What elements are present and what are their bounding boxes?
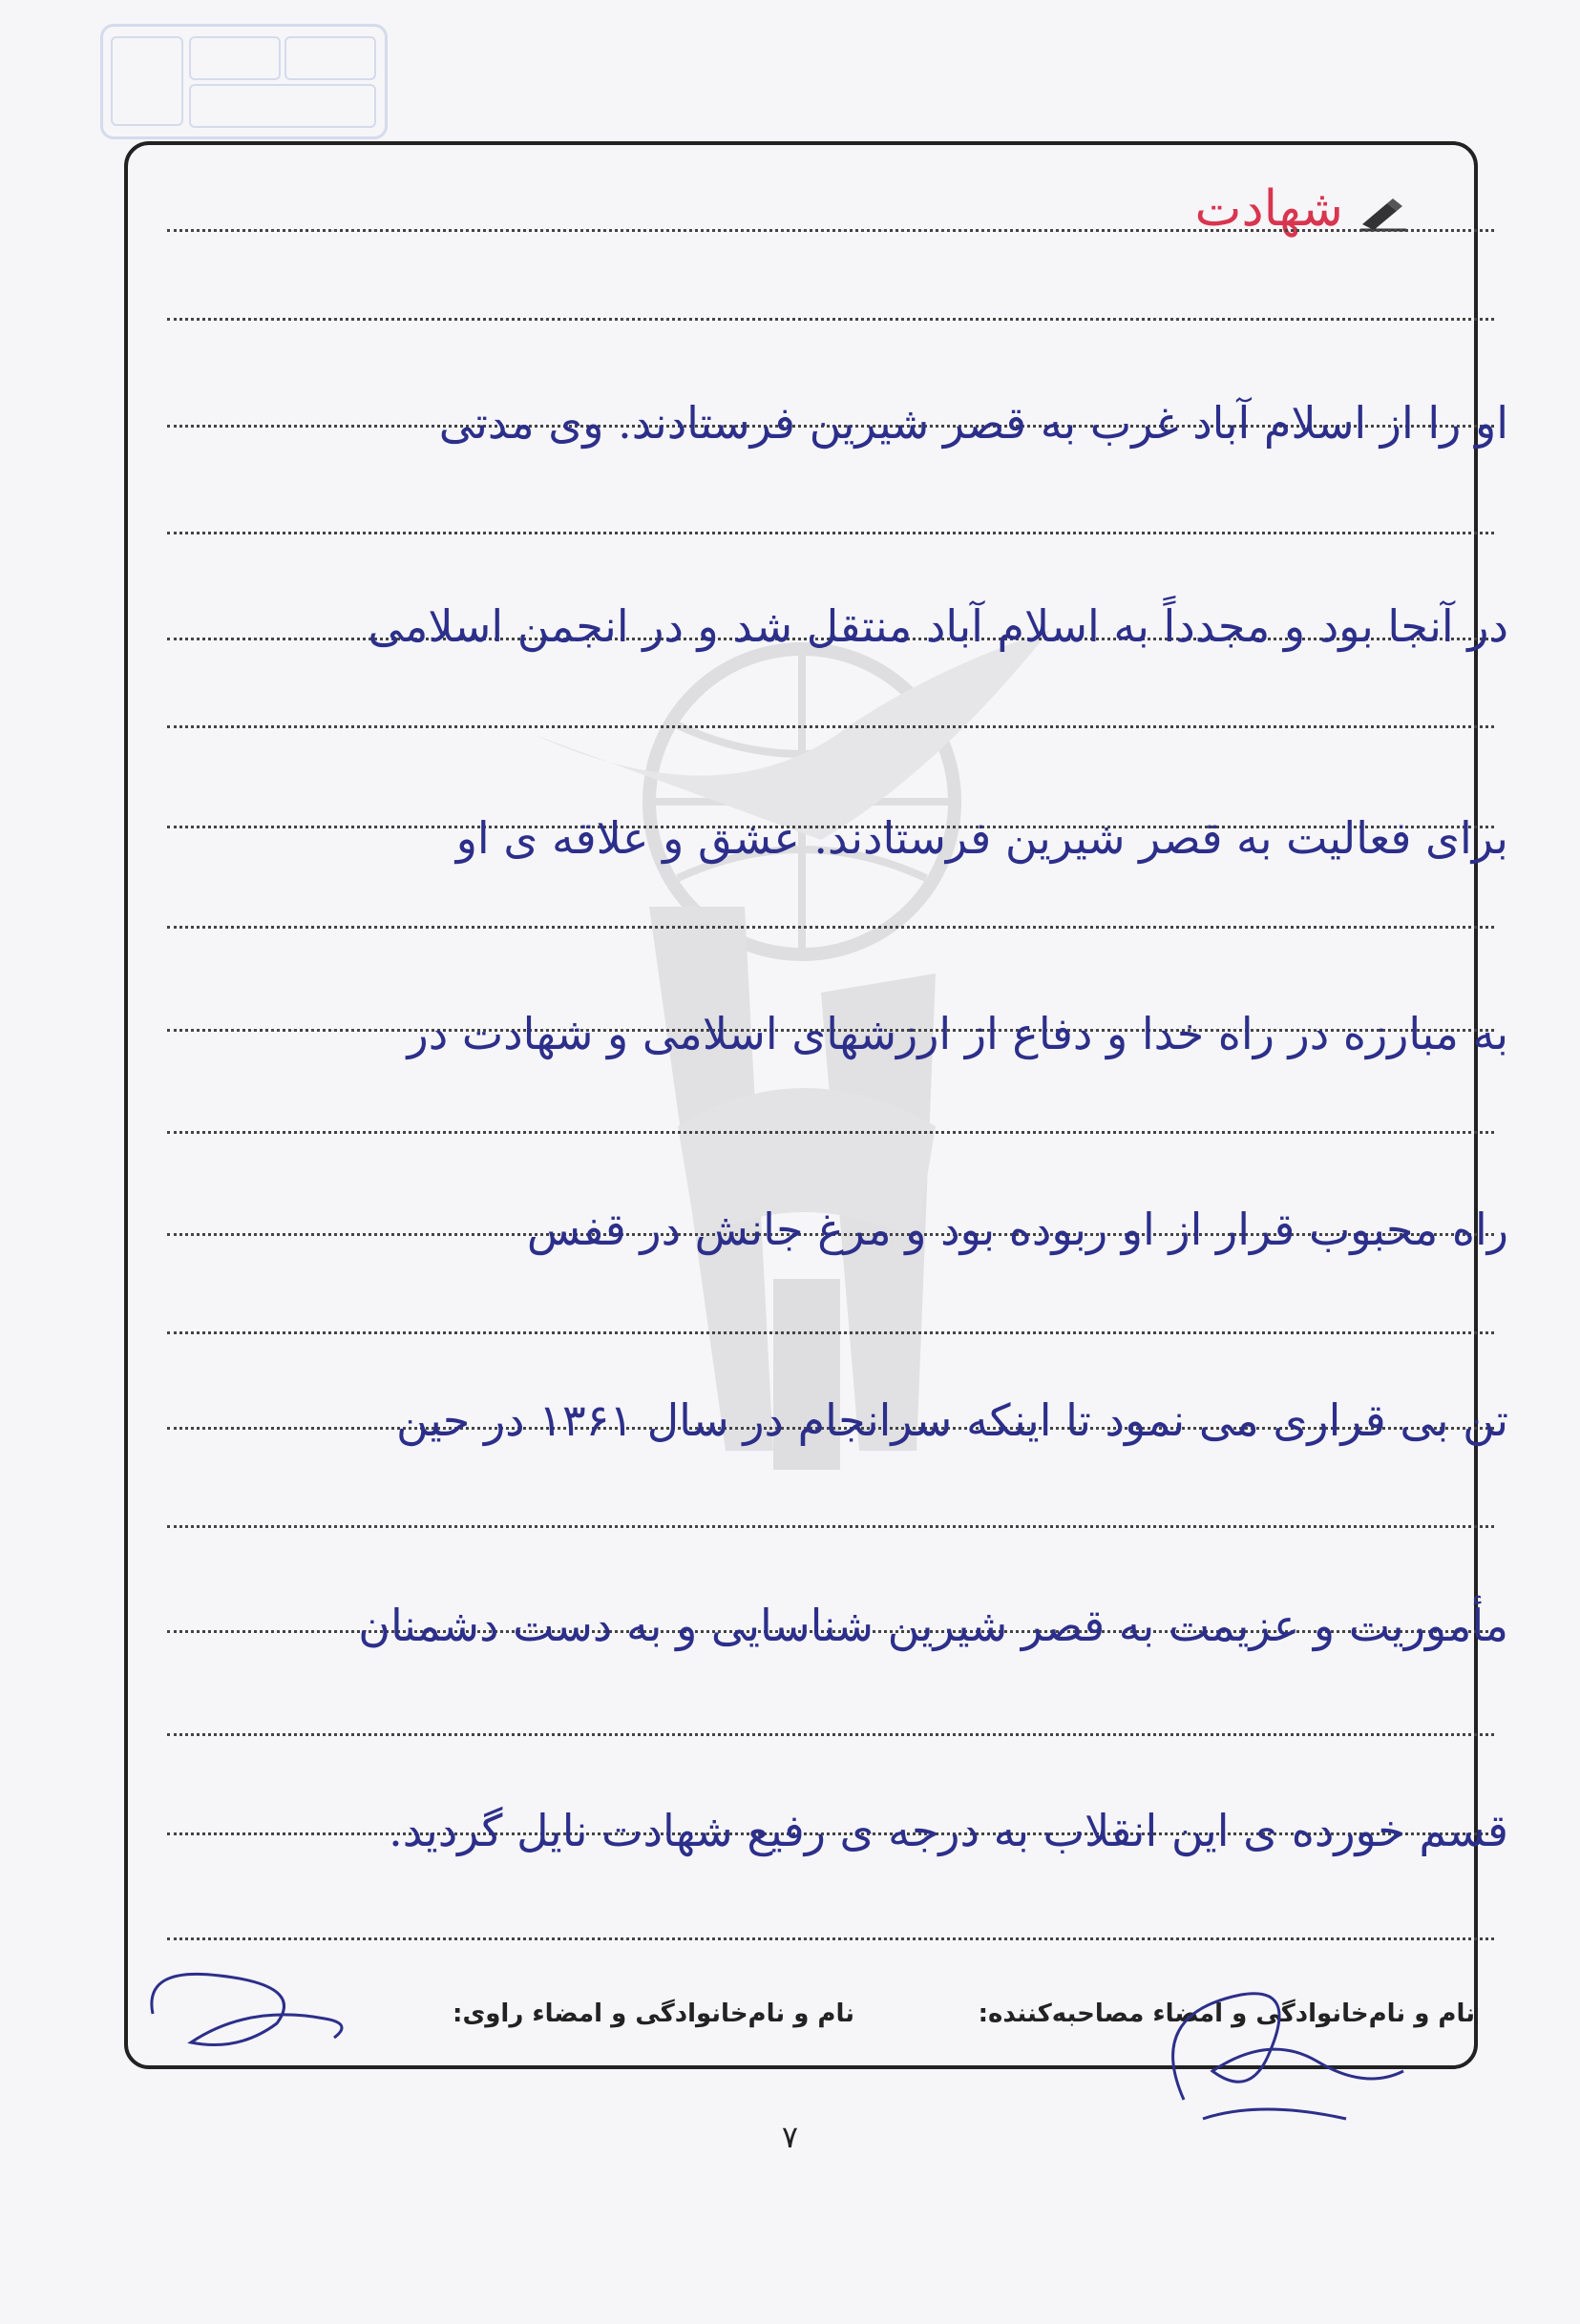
pen-writing-icon: [1359, 196, 1408, 234]
faded-stamp: [100, 24, 388, 139]
handwritten-line-2: در آنجا بود و مجدداً به اسلام آباد منتقل شد و در انجمن اسلامی: [368, 600, 1508, 652]
page-title: شهادت: [1194, 180, 1343, 238]
handwritten-line-6: تن بی قراری می نمود تا اینکه سرانجام در سال ۱۳۶۱ در حین: [395, 1394, 1508, 1446]
ruled-line: [167, 725, 1494, 728]
handwritten-line-7: مأموریت و عزیمت به قصر شیرین شناسایی و به دست دشمنان: [358, 1600, 1508, 1651]
ruled-line: [167, 1733, 1494, 1736]
narrator-signature-label: نام و نام‌خانوادگی و امضاء راوی:: [453, 1999, 854, 2028]
handwritten-line-4: به مبارزه در راه خدا و دفاع از ارزشهای اسلامی و شهادت در: [407, 1008, 1508, 1059]
ruled-line: [167, 926, 1494, 929]
page-number: ۷: [781, 2119, 799, 2155]
handwritten-line-3: برای فعالیت به قصر شیرین فرستادند. عشق و علاقه ی او: [455, 812, 1508, 864]
ruled-line: [167, 318, 1494, 321]
ruled-line: [167, 1937, 1494, 1940]
narrator-signature: [134, 1947, 363, 2062]
ruled-line: [167, 1131, 1494, 1134]
interviewer-signature: [1127, 1957, 1413, 2138]
handwritten-line-1: او را از اسلام آباد غرب به قصر شیرین فرستادند. وی مدتی: [438, 397, 1508, 449]
header-row: [167, 177, 1408, 238]
handwritten-line-8: قسم خورده ی این انقلاب به درجه ی رفیع شهادت نایل گردید.: [389, 1805, 1508, 1856]
handwritten-line-5: راه محبوب قرار از او ربوده بود و مرغ جانش در قفس: [526, 1204, 1508, 1255]
interviewer-signature-label: نام و نام‌خانوادگی و امضاء مصاحبه‌کننده:: [978, 1999, 1475, 2028]
ruled-line: [167, 229, 1494, 232]
ruled-line: [167, 532, 1494, 534]
ruled-line: [167, 1331, 1494, 1334]
ruled-line: [167, 1525, 1494, 1528]
